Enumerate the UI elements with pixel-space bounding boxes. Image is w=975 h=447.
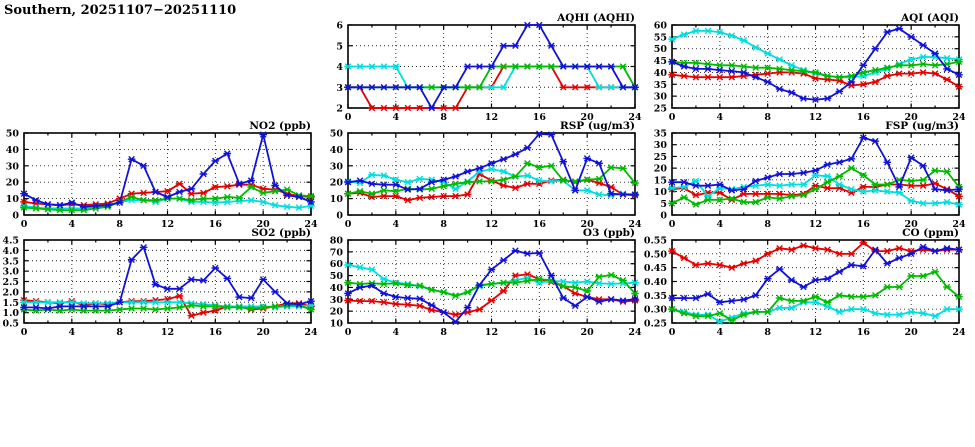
y-tick-label: 0.30 <box>643 304 667 316</box>
y-tick-label: 1.5 <box>2 297 19 309</box>
chart-title-aqhi: AQHI (AQHI) <box>557 12 635 24</box>
y-tick-label: 10 <box>5 194 19 206</box>
y-tick-label: 4.0 <box>2 245 19 257</box>
x-tick-label: 24 <box>952 327 966 338</box>
series-markers <box>20 132 315 210</box>
x-tick-label: 16 <box>856 327 870 338</box>
series-markers <box>344 248 639 325</box>
x-tick-label: 20 <box>904 327 918 338</box>
x-tick-label: 12 <box>808 112 823 123</box>
x-tick-label: 0 <box>344 112 352 123</box>
x-tick-label: 8 <box>764 327 771 338</box>
x-tick-label: 24 <box>628 112 642 123</box>
y-tick-label: 0.25 <box>643 318 667 330</box>
chart-co <box>644 227 966 338</box>
x-tick-label: 4 <box>716 112 724 123</box>
x-tick-label: 12 <box>160 219 175 230</box>
x-tick-label: 20 <box>580 327 594 338</box>
x-tick-label: 24 <box>628 327 642 338</box>
x-tick-label: 4 <box>68 327 76 338</box>
x-tick-label: 0 <box>668 112 676 123</box>
x-tick-label: 24 <box>304 327 318 338</box>
y-tick-label: 20 <box>5 177 19 189</box>
x-tick-label: 4 <box>392 112 400 123</box>
y-tick-label: 30 <box>329 294 343 306</box>
x-tick-label: 20 <box>256 219 270 230</box>
y-tick-label: 60 <box>653 20 667 32</box>
x-tick-label: 24 <box>304 219 318 230</box>
chart-no2 <box>6 120 318 230</box>
y-tick-label: 40 <box>329 144 343 156</box>
chart-aqi <box>654 12 966 123</box>
y-tick-label: 5 <box>660 198 667 210</box>
chart-fsp <box>654 120 966 230</box>
chart-so2 <box>2 227 318 338</box>
x-tick-label: 24 <box>952 112 966 123</box>
page-title: Southern, 20251107−20251110 <box>4 3 237 18</box>
y-tick-label: 45 <box>653 56 667 68</box>
y-tick-label: 0.35 <box>643 290 667 302</box>
x-tick-label: 0 <box>668 327 676 338</box>
y-tick-label: 20 <box>329 177 343 189</box>
y-tick-label: 40 <box>329 282 343 294</box>
x-tick-label: 20 <box>904 112 918 123</box>
y-tick-label: 35 <box>653 128 667 140</box>
chart-title-so2: SO2 (ppb) <box>251 227 311 239</box>
y-tick-label: 50 <box>653 44 667 56</box>
y-tick-label: 35 <box>653 79 667 91</box>
y-tick-label: 4.5 <box>2 235 19 247</box>
y-tick-label: 0.55 <box>643 235 667 247</box>
y-tick-label: 0.50 <box>643 249 667 261</box>
y-tick-label: 15 <box>653 175 667 187</box>
chart-rsp <box>330 120 642 230</box>
y-tick-label: 80 <box>329 235 343 247</box>
y-tick-label: 0 <box>12 210 19 222</box>
y-tick-label: 0 <box>336 210 343 222</box>
x-tick-label: 16 <box>856 112 870 123</box>
y-tick-label: 0.5 <box>2 318 19 330</box>
x-tick-label: 8 <box>116 327 123 338</box>
y-tick-label: 50 <box>5 128 19 140</box>
x-tick-label: 0 <box>20 219 28 230</box>
chart-fsp-series-blue <box>668 135 963 193</box>
x-tick-label: 8 <box>116 219 123 230</box>
y-tick-label: 50 <box>329 128 343 140</box>
x-tick-label: 0 <box>344 327 352 338</box>
series-line <box>672 243 959 268</box>
x-tick-label: 8 <box>440 112 447 123</box>
x-tick-label: 4 <box>716 219 724 230</box>
x-tick-label: 16 <box>532 112 546 123</box>
x-tick-label: 8 <box>440 219 447 230</box>
y-tick-label: 25 <box>653 103 667 115</box>
x-tick-label: 8 <box>440 327 447 338</box>
chart-title-no2: NO2 (ppb) <box>249 120 311 132</box>
chart-o3 <box>330 227 642 338</box>
y-tick-label: 0 <box>660 210 667 222</box>
y-tick-label: 3.5 <box>2 256 19 268</box>
y-tick-label: 3.0 <box>2 266 19 278</box>
y-tick-label: 10 <box>329 194 343 206</box>
x-tick-label: 4 <box>392 327 400 338</box>
y-tick-label: 2.0 <box>2 287 19 299</box>
chart-title-rsp: RSP (ug/m3) <box>559 120 635 132</box>
y-tick-label: 30 <box>653 140 667 152</box>
chart-aqhi <box>336 12 642 123</box>
y-tick-label: 55 <box>653 32 667 44</box>
x-tick-label: 4 <box>68 219 76 230</box>
x-tick-label: 12 <box>484 327 499 338</box>
chart-no2-series-blue <box>20 132 315 210</box>
x-tick-label: 12 <box>484 112 499 123</box>
x-tick-label: 20 <box>580 112 594 123</box>
y-tick-label: 30 <box>653 91 667 103</box>
x-tick-label: 24 <box>628 219 642 230</box>
chart-o3-series-blue <box>344 248 639 325</box>
y-tick-label: 5 <box>336 41 343 53</box>
x-tick-label: 4 <box>392 219 400 230</box>
x-tick-label: 0 <box>668 219 676 230</box>
y-tick-label: 20 <box>653 163 667 175</box>
x-tick-label: 12 <box>160 327 175 338</box>
x-tick-label: 4 <box>716 327 724 338</box>
y-tick-label: 0.40 <box>643 277 667 288</box>
chart-title-o3: O3 (ppb) <box>582 227 635 239</box>
x-tick-label: 20 <box>904 219 918 230</box>
x-tick-label: 12 <box>808 327 823 338</box>
y-tick-label: 50 <box>329 271 343 283</box>
x-tick-label: 12 <box>808 219 823 230</box>
x-tick-label: 16 <box>532 219 546 230</box>
chart-title-aqi: AQI (AQI) <box>900 12 959 24</box>
y-tick-label: 2 <box>336 103 343 115</box>
x-tick-label: 16 <box>532 327 546 338</box>
y-tick-label: 10 <box>653 187 667 199</box>
chart-title-fsp: FSP (ug/m3) <box>885 120 959 132</box>
y-tick-label: 40 <box>653 67 667 79</box>
x-tick-label: 0 <box>20 327 28 338</box>
y-tick-label: 70 <box>329 247 343 259</box>
x-tick-label: 8 <box>764 219 771 230</box>
x-tick-label: 16 <box>208 327 222 338</box>
x-tick-label: 16 <box>208 219 222 230</box>
y-tick-label: 25 <box>653 151 667 163</box>
series-markers <box>344 131 639 197</box>
x-tick-label: 20 <box>580 219 594 230</box>
x-tick-label: 0 <box>344 219 352 230</box>
x-tick-label: 16 <box>856 219 870 230</box>
x-tick-label: 24 <box>952 219 966 230</box>
chart-title-co: CO (ppm) <box>902 227 959 239</box>
y-tick-label: 1.0 <box>2 308 19 320</box>
y-tick-label: 30 <box>329 161 343 173</box>
x-tick-label: 20 <box>256 327 270 338</box>
y-tick-label: 3 <box>336 82 343 94</box>
y-tick-label: 0.45 <box>643 263 667 275</box>
x-tick-label: 12 <box>484 219 499 230</box>
chart-rsp-series-blue <box>344 131 639 197</box>
y-tick-label: 10 <box>329 318 343 330</box>
x-tick-label: 8 <box>764 112 771 123</box>
y-tick-label: 4 <box>336 62 343 73</box>
series-line <box>672 247 959 302</box>
y-tick-label: 6 <box>336 20 343 32</box>
y-tick-label: 20 <box>329 306 343 318</box>
y-tick-label: 60 <box>329 259 343 271</box>
y-tick-label: 40 <box>5 144 19 156</box>
y-tick-label: 30 <box>5 161 19 173</box>
y-tick-label: 2.5 <box>2 277 19 288</box>
